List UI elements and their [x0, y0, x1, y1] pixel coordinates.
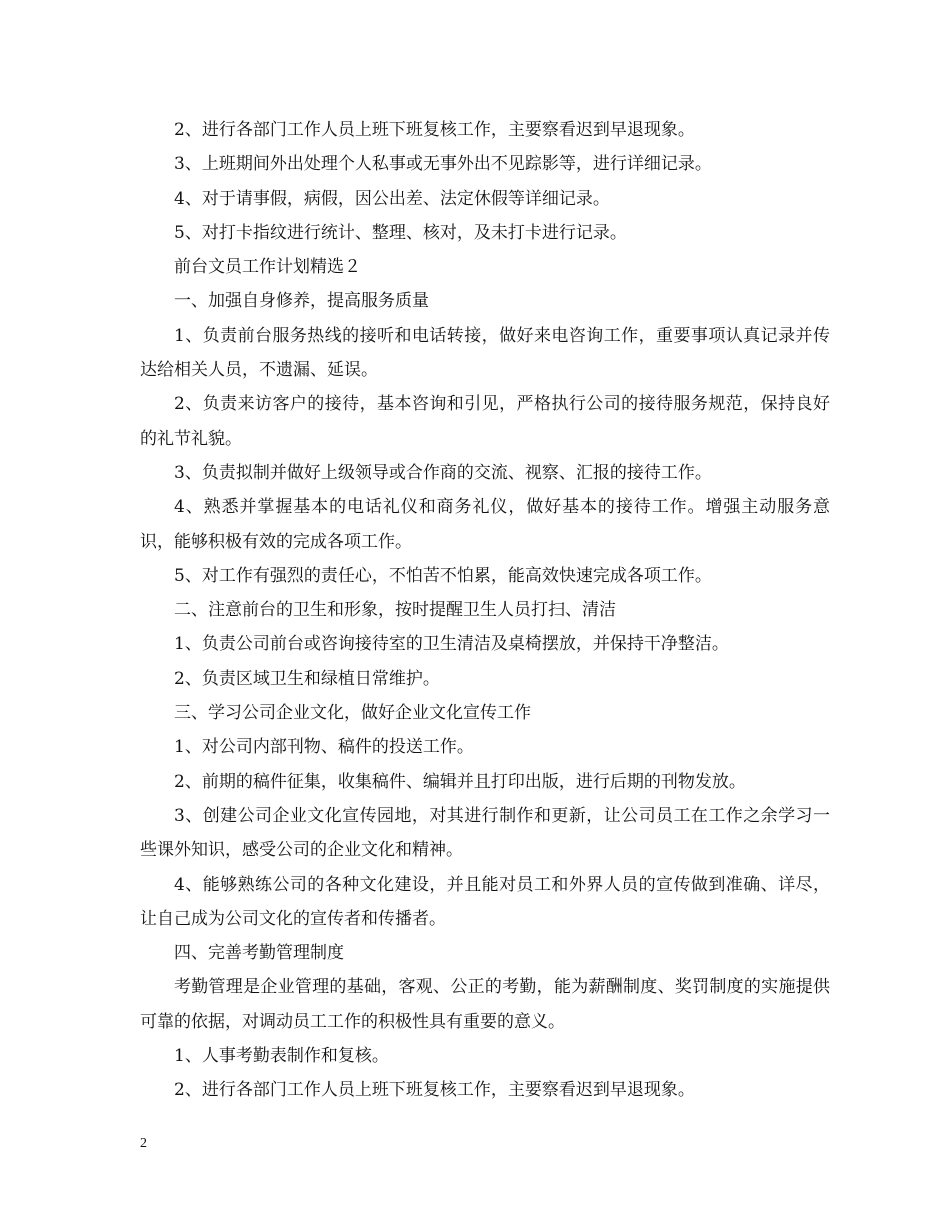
paragraph: 四、完善考勤管理制度	[174, 943, 344, 964]
paragraph: 2、进行各部门工作人员上班下班复核工作，主要察看迟到早退现象。	[174, 1080, 695, 1101]
paragraph: 3、负责拟制并做好上级领导或合作商的交流、视察、汇报的接待工作。	[174, 462, 712, 483]
paragraph: 考勤管理是企业管理的基础，客观、公正的考勤，能为薪酬制度、奖罚制度的实施提供可靠的依据，对调动员工工作的积极性具有重要的意义。	[140, 977, 830, 1032]
document-body	[140, 113, 830, 1108]
paragraph: 4、对于请事假，病假，因公出差、法定休假等详细记录。	[174, 188, 610, 209]
paragraph: 2、负责来访客户的接待，基本咨询和引见，严格执行公司的接待服务规范，保持良好的礼节礼貌。	[140, 394, 830, 449]
page-number: 2	[140, 1136, 147, 1151]
paragraph: 4、能够熟练公司的各种文化建设，并且能对员工和外界人员的宣传做到准确、详尽，让自己成为公司文化的宣传者和传播者。	[140, 874, 830, 929]
paragraph: 3、创建公司企业文化宣传园地，对其进行制作和更新，让公司员工在工作之余学习一些课外知识，感受公司的企业文化和精神。	[140, 805, 830, 861]
paragraph: 一、加强自身修养，提高服务质量	[174, 291, 429, 312]
paragraph: 二、注意前台的卫生和形象，按时提醒卫生人员打扫、清洁	[174, 600, 616, 621]
paragraph: 1、负责前台服务热线的接听和电话转接，做好来电咨询工作，重要事项认真记录并传达给相关人员，不遗漏、延误。	[140, 325, 830, 381]
paragraph: 1、对公司内部刊物、稿件的投送工作。	[174, 737, 474, 758]
paragraph: 前台文员工作计划精选２	[174, 257, 361, 278]
paragraph: 1、负责公司前台或咨询接待室的卫生清洁及桌椅摆放，并保持干净整洁。	[174, 634, 729, 655]
paragraph: 5、对工作有强烈的责任心，不怕苦不怕累，能高效快速完成各项工作。	[174, 565, 712, 586]
paragraph: 2、前期的稿件征集，收集稿件、编辑并且打印出版，进行后期的刊物发放。	[174, 771, 746, 792]
paragraph: 1、人事考勤表制作和复核。	[174, 1046, 389, 1067]
paragraph: 2、负责区域卫生和绿植日常维护。	[174, 668, 440, 689]
paragraph: 4、熟悉并掌握基本的电话礼仪和商务礼仪，做好基本的接待工作。增强主动服务意识，能够积极有效的完成各项工作。	[140, 497, 830, 552]
paragraph: 5、对打卡指纹进行统计、整理、核对，及未打卡进行记录。	[174, 222, 627, 243]
paragraph: 三、学习公司企业文化，做好企业文化宣传工作	[174, 703, 531, 724]
paragraph: 2、进行各部门工作人员上班下班复核工作，主要察看迟到早退现象。	[174, 120, 695, 140]
paragraph: 3、上班期间外出处理个人私事或无事外出不见踪影等，进行详细记录。	[174, 154, 712, 175]
